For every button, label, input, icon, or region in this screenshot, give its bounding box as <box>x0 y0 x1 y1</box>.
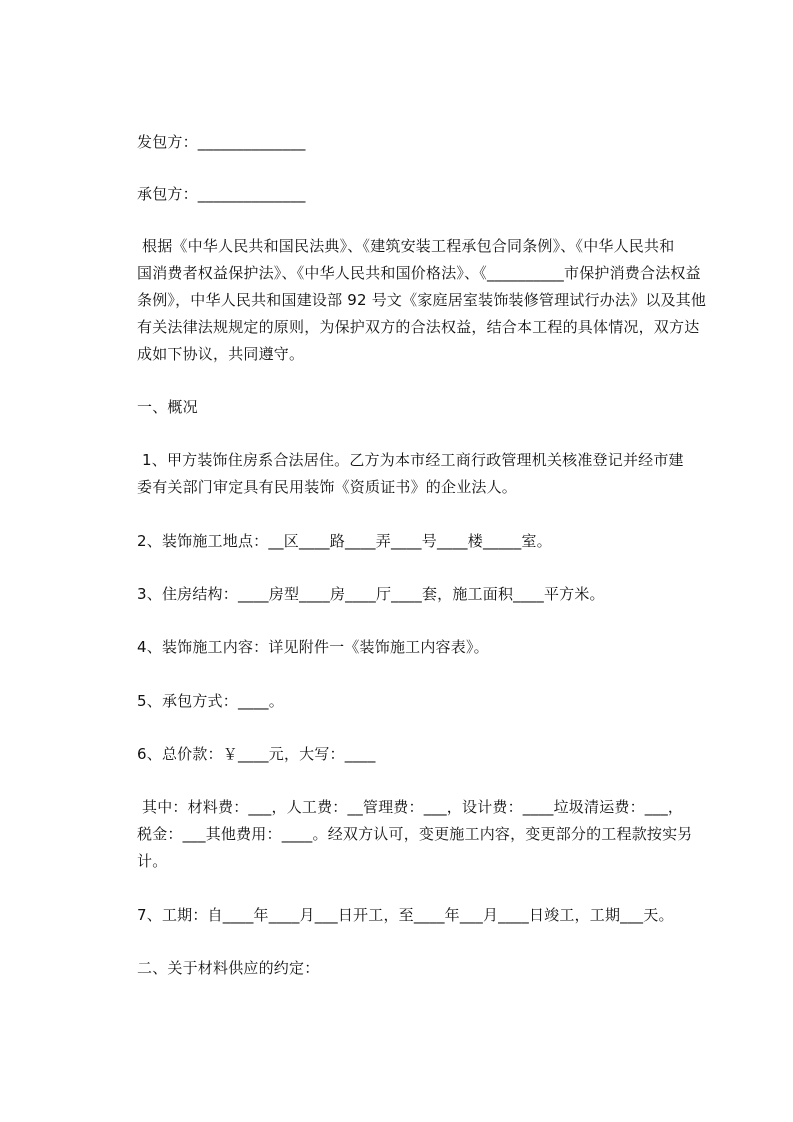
fabaofang-line: 发包方：______________ <box>137 133 306 151</box>
item-6-detail-line-1: 其中：材料费：___，人工费：__管理费：___，设计费：____垃圾清运费：___， <box>142 798 684 816</box>
preamble-line-2: 国消费者权益保护法》、《中华人民共和国价格法》、《__________市保护消费合法权益 <box>137 264 701 282</box>
item-6-line: 6、总价款：￥____元，大写：____ <box>137 745 376 763</box>
preamble-line-1: 根据《中华人民共和国民法典》、《建筑安装工程承包合同条例》、《中华人民共和 <box>142 237 675 255</box>
section-2-title: 二、关于材料供应的约定： <box>137 959 320 977</box>
section-1-title: 一、概况 <box>137 398 198 416</box>
preamble-line-5: 成如下协议，共同遵守。 <box>137 345 305 363</box>
item-2-line: 2、装饰施工地点：__区____路____弄____号____楼_____室。 <box>137 532 552 550</box>
item-4-line: 4、装饰施工内容：详见附件一《装饰施工内容表》。 <box>137 638 489 656</box>
item-6-detail-line-3: 计。 <box>137 852 168 870</box>
item-1-line-1: 1、甲方装饰住房系合法居住。乙方为本市经工商行政管理机关核准登记并经市建 <box>142 451 684 469</box>
item-6-detail-line-2: 税金：___其他费用：____。经双方认可，变更施工内容，变更部分的工程款按实另 <box>137 825 693 843</box>
preamble-line-4: 有关法律法规规定的原则，为保护双方的合法权益，结合本工程的具体情况，双方达 <box>137 318 700 336</box>
chengbaofang-line: 承包方：______________ <box>137 185 306 203</box>
item-1-line-2: 委有关部门审定具有民用装饰《资质证书》的企业法人。 <box>137 478 518 496</box>
preamble-line-3: 条例》，中华人民共和国建设部 92 号文《家庭居室装饰装修管理试行办法》以及其他 <box>137 291 707 309</box>
item-5-line: 5、承包方式：____。 <box>137 692 284 710</box>
item-7-line: 7、工期：自____年____月___日开工，至____年___月____日竣工，工期___天。 <box>137 906 674 924</box>
item-3-line: 3、住房结构：____房型____房____厅____套，施工面积____平方米。 <box>137 585 605 603</box>
